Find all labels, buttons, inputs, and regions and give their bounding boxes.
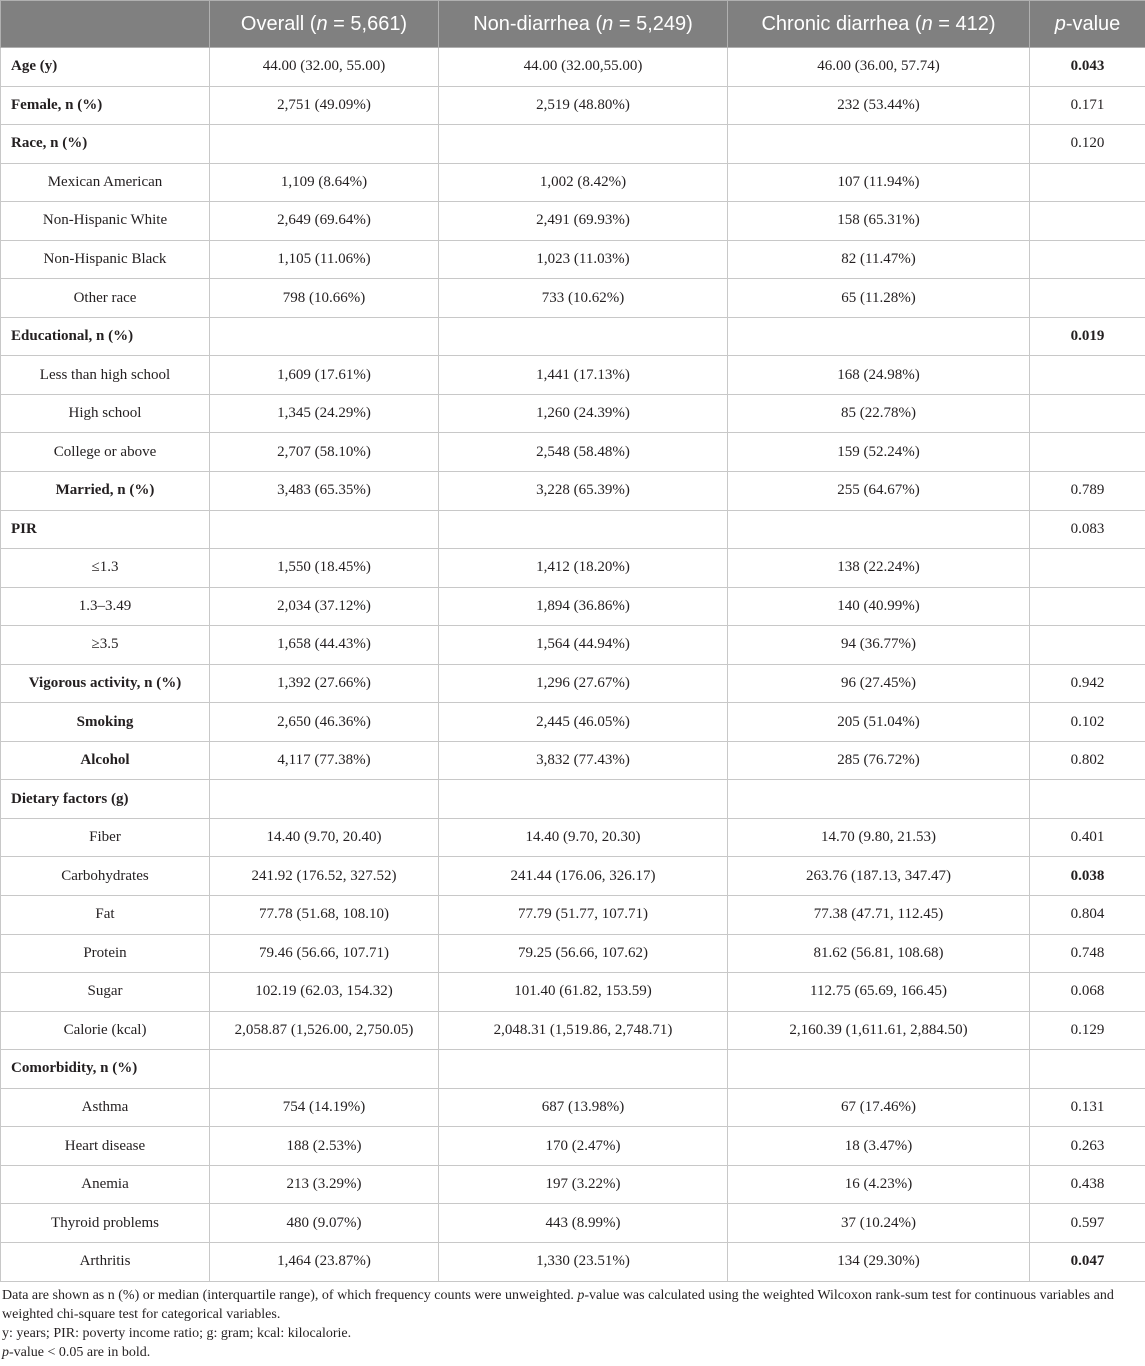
row-label: Fiber	[1, 818, 210, 857]
footnote-abbreviations: y: years; PIR: poverty income ratio; g: gram; kcal: kilocalorie.	[2, 1326, 352, 1341]
table-row	[1, 780, 1145, 819]
cell-non-diarrhea: 1,894 (36.86%)	[439, 587, 728, 626]
cell-overall	[210, 317, 439, 356]
cell-non-diarrhea: 1,260 (24.39%)	[439, 394, 728, 433]
table-row	[1, 1127, 1145, 1166]
cell-chronic-diarrhea: 82 (11.47%)	[728, 240, 1030, 279]
cell-p-value: 0.038	[1030, 857, 1145, 896]
cell-non-diarrhea: 733 (10.62%)	[439, 279, 728, 318]
cell-overall: 2,058.87 (1,526.00, 2,750.05)	[210, 1011, 439, 1050]
table-row	[1, 1242, 1145, 1281]
table-row	[1, 1011, 1145, 1050]
cell-p-value: 0.129	[1030, 1011, 1145, 1050]
table-row	[1, 818, 1145, 857]
table-row	[1, 703, 1145, 742]
cell-overall: 79.46 (56.66, 107.71)	[210, 934, 439, 973]
row-label: Mexican American	[1, 163, 210, 202]
cell-p-value: 0.789	[1030, 472, 1145, 511]
cell-non-diarrhea: 197 (3.22%)	[439, 1165, 728, 1204]
row-label: Thyroid problems	[1, 1204, 210, 1243]
cell-p-value: 0.083	[1030, 510, 1145, 549]
row-label: Anemia	[1, 1165, 210, 1204]
cell-p-value: 0.131	[1030, 1088, 1145, 1127]
cell-chronic-diarrhea: 16 (4.23%)	[728, 1165, 1030, 1204]
cell-chronic-diarrhea: 255 (64.67%)	[728, 472, 1030, 511]
cell-non-diarrhea: 687 (13.98%)	[439, 1088, 728, 1127]
cell-chronic-diarrhea: 134 (29.30%)	[728, 1242, 1030, 1281]
cell-overall: 1,109 (8.64%)	[210, 163, 439, 202]
cell-chronic-diarrhea	[728, 125, 1030, 164]
cell-p-value: 0.597	[1030, 1204, 1145, 1243]
cell-p-value: 0.047	[1030, 1242, 1145, 1281]
table-row	[1, 240, 1145, 279]
cell-p-value: 0.401	[1030, 818, 1145, 857]
cell-p-value	[1030, 549, 1145, 588]
table-row	[1, 626, 1145, 665]
cell-overall: 1,345 (24.29%)	[210, 394, 439, 433]
cell-chronic-diarrhea: 77.38 (47.71, 112.45)	[728, 896, 1030, 935]
cell-non-diarrhea	[439, 510, 728, 549]
cell-overall: 1,105 (11.06%)	[210, 240, 439, 279]
table-row	[1, 472, 1145, 511]
cell-non-diarrhea: 1,296 (27.67%)	[439, 664, 728, 703]
table-row	[1, 664, 1145, 703]
cell-p-value: 0.942	[1030, 664, 1145, 703]
cell-p-value	[1030, 1050, 1145, 1089]
cell-chronic-diarrhea: 37 (10.24%)	[728, 1204, 1030, 1243]
footnote-methods: Data are shown as n (%) or median (interquartile range), of which frequency counts were unweighted. p-value was calculated using the weighted Wilcoxon rank-sum test for continuous variables and weighted chi-square test for categorical variables.	[2, 1288, 1114, 1322]
cell-p-value	[1030, 240, 1145, 279]
cell-overall: 14.40 (9.70, 20.40)	[210, 818, 439, 857]
cell-non-diarrhea: 77.79 (51.77, 107.71)	[439, 896, 728, 935]
cell-non-diarrhea: 1,330 (23.51%)	[439, 1242, 728, 1281]
cell-overall: 44.00 (32.00, 55.00)	[210, 48, 439, 87]
cell-p-value: 0.171	[1030, 86, 1145, 125]
cell-overall: 213 (3.29%)	[210, 1165, 439, 1204]
table-row	[1, 1204, 1145, 1243]
cell-p-value: 0.120	[1030, 125, 1145, 164]
cell-non-diarrhea: 79.25 (56.66, 107.62)	[439, 934, 728, 973]
table-row	[1, 1165, 1145, 1204]
cell-chronic-diarrhea: 94 (36.77%)	[728, 626, 1030, 665]
header-non-diarrhea: Non-diarrhea (n = 5,249)	[439, 1, 728, 48]
cell-overall	[210, 510, 439, 549]
cell-chronic-diarrhea: 158 (65.31%)	[728, 202, 1030, 241]
row-label: 1.3–3.49	[1, 587, 210, 626]
cell-overall: 77.78 (51.68, 108.10)	[210, 896, 439, 935]
cell-chronic-diarrhea: 85 (22.78%)	[728, 394, 1030, 433]
cell-non-diarrhea: 1,441 (17.13%)	[439, 356, 728, 395]
table-row	[1, 549, 1145, 588]
row-label: Educational, n (%)	[1, 317, 210, 356]
cell-non-diarrhea	[439, 780, 728, 819]
cell-p-value: 0.019	[1030, 317, 1145, 356]
cell-p-value	[1030, 202, 1145, 241]
header-blank	[1, 1, 210, 48]
cell-p-value	[1030, 394, 1145, 433]
cell-chronic-diarrhea: 107 (11.94%)	[728, 163, 1030, 202]
cell-non-diarrhea	[439, 1050, 728, 1089]
table-row	[1, 202, 1145, 241]
row-label: Age (y)	[1, 48, 210, 87]
cell-p-value	[1030, 780, 1145, 819]
row-label: ≥3.5	[1, 626, 210, 665]
cell-overall: 3,483 (65.35%)	[210, 472, 439, 511]
row-label: Fat	[1, 896, 210, 935]
cell-chronic-diarrhea: 159 (52.24%)	[728, 433, 1030, 472]
table-row	[1, 125, 1145, 164]
row-label: Non-Hispanic Black	[1, 240, 210, 279]
cell-overall: 1,550 (18.45%)	[210, 549, 439, 588]
table-header-row	[1, 1, 1145, 48]
cell-chronic-diarrhea: 138 (22.24%)	[728, 549, 1030, 588]
cell-chronic-diarrhea: 2,160.39 (1,611.61, 2,884.50)	[728, 1011, 1030, 1050]
row-label: Vigorous activity, n (%)	[1, 664, 210, 703]
cell-p-value: 0.068	[1030, 973, 1145, 1012]
cell-p-value	[1030, 356, 1145, 395]
cell-non-diarrhea: 1,564 (44.94%)	[439, 626, 728, 665]
table-row	[1, 317, 1145, 356]
cell-chronic-diarrhea	[728, 780, 1030, 819]
row-label: Less than high school	[1, 356, 210, 395]
cell-non-diarrhea	[439, 317, 728, 356]
row-label: Carbohydrates	[1, 857, 210, 896]
table-footnotes	[2, 1286, 1140, 1362]
cell-overall: 2,751 (49.09%)	[210, 86, 439, 125]
row-label: Female, n (%)	[1, 86, 210, 125]
row-label: Sugar	[1, 973, 210, 1012]
cell-overall	[210, 780, 439, 819]
cell-non-diarrhea: 3,228 (65.39%)	[439, 472, 728, 511]
cell-non-diarrhea: 170 (2.47%)	[439, 1127, 728, 1166]
cell-non-diarrhea: 2,491 (69.93%)	[439, 202, 728, 241]
cell-chronic-diarrhea: 18 (3.47%)	[728, 1127, 1030, 1166]
cell-overall: 4,117 (77.38%)	[210, 741, 439, 780]
cell-chronic-diarrhea	[728, 510, 1030, 549]
row-label: Married, n (%)	[1, 472, 210, 511]
cell-overall: 188 (2.53%)	[210, 1127, 439, 1166]
cell-overall: 1,609 (17.61%)	[210, 356, 439, 395]
cell-overall: 1,464 (23.87%)	[210, 1242, 439, 1281]
cell-overall	[210, 1050, 439, 1089]
cell-p-value	[1030, 587, 1145, 626]
cell-chronic-diarrhea	[728, 317, 1030, 356]
cell-overall: 754 (14.19%)	[210, 1088, 439, 1127]
header-overall: Overall (n = 5,661)	[210, 1, 439, 48]
cell-p-value	[1030, 279, 1145, 318]
cell-overall: 2,649 (69.64%)	[210, 202, 439, 241]
cell-non-diarrhea: 2,519 (48.80%)	[439, 86, 728, 125]
table-row	[1, 163, 1145, 202]
row-label: Heart disease	[1, 1127, 210, 1166]
cell-chronic-diarrhea: 168 (24.98%)	[728, 356, 1030, 395]
cell-p-value	[1030, 163, 1145, 202]
cell-p-value: 0.438	[1030, 1165, 1145, 1204]
row-label: Comorbidity, n (%)	[1, 1050, 210, 1089]
cell-p-value: 0.102	[1030, 703, 1145, 742]
table-row	[1, 86, 1145, 125]
cell-overall: 2,707 (58.10%)	[210, 433, 439, 472]
cell-chronic-diarrhea: 140 (40.99%)	[728, 587, 1030, 626]
table-row	[1, 896, 1145, 935]
row-label: PIR	[1, 510, 210, 549]
cell-non-diarrhea: 44.00 (32.00,55.00)	[439, 48, 728, 87]
cell-chronic-diarrhea: 96 (27.45%)	[728, 664, 1030, 703]
cell-non-diarrhea	[439, 125, 728, 164]
row-label: Asthma	[1, 1088, 210, 1127]
table-row	[1, 587, 1145, 626]
cell-non-diarrhea: 1,412 (18.20%)	[439, 549, 728, 588]
table-row	[1, 741, 1145, 780]
row-label: Non-Hispanic White	[1, 202, 210, 241]
cell-p-value: 0.043	[1030, 48, 1145, 87]
cell-chronic-diarrhea: 81.62 (56.81, 108.68)	[728, 934, 1030, 973]
cell-overall: 2,034 (37.12%)	[210, 587, 439, 626]
cell-chronic-diarrhea: 263.76 (187.13, 347.47)	[728, 857, 1030, 896]
header-chronic-diarrhea: Chronic diarrhea (n = 412)	[728, 1, 1030, 48]
cell-overall: 480 (9.07%)	[210, 1204, 439, 1243]
row-label: Arthritis	[1, 1242, 210, 1281]
table-row	[1, 1088, 1145, 1127]
cell-overall: 1,392 (27.66%)	[210, 664, 439, 703]
row-label: Dietary factors (g)	[1, 780, 210, 819]
cell-non-diarrhea: 2,548 (58.48%)	[439, 433, 728, 472]
row-label: Other race	[1, 279, 210, 318]
cell-overall: 2,650 (46.36%)	[210, 703, 439, 742]
cell-chronic-diarrhea: 232 (53.44%)	[728, 86, 1030, 125]
cell-chronic-diarrhea: 65 (11.28%)	[728, 279, 1030, 318]
cell-overall: 1,658 (44.43%)	[210, 626, 439, 665]
cell-chronic-diarrhea	[728, 1050, 1030, 1089]
cell-chronic-diarrhea: 205 (51.04%)	[728, 703, 1030, 742]
cell-non-diarrhea: 14.40 (9.70, 20.30)	[439, 818, 728, 857]
row-label: College or above	[1, 433, 210, 472]
table-row	[1, 973, 1145, 1012]
cell-non-diarrhea: 1,023 (11.03%)	[439, 240, 728, 279]
cell-overall: 241.92 (176.52, 327.52)	[210, 857, 439, 896]
cell-overall: 798 (10.66%)	[210, 279, 439, 318]
row-label: Calorie (kcal)	[1, 1011, 210, 1050]
row-label: Race, n (%)	[1, 125, 210, 164]
cell-non-diarrhea: 101.40 (61.82, 153.59)	[439, 973, 728, 1012]
row-label: Alcohol	[1, 741, 210, 780]
cell-p-value	[1030, 433, 1145, 472]
table-row	[1, 48, 1145, 87]
footnote-bold: p-value < 0.05 are in bold.	[2, 1345, 151, 1360]
cell-non-diarrhea: 2,048.31 (1,519.86, 2,748.71)	[439, 1011, 728, 1050]
table-row	[1, 1050, 1145, 1089]
cell-p-value: 0.748	[1030, 934, 1145, 973]
cell-non-diarrhea: 3,832 (77.43%)	[439, 741, 728, 780]
table-row	[1, 510, 1145, 549]
table-row	[1, 857, 1145, 896]
row-label: High school	[1, 394, 210, 433]
table-row	[1, 433, 1145, 472]
cell-chronic-diarrhea: 67 (17.46%)	[728, 1088, 1030, 1127]
cell-non-diarrhea: 443 (8.99%)	[439, 1204, 728, 1243]
cell-p-value: 0.804	[1030, 896, 1145, 935]
table-row	[1, 279, 1145, 318]
cell-p-value: 0.802	[1030, 741, 1145, 780]
table-row	[1, 934, 1145, 973]
row-label: ≤1.3	[1, 549, 210, 588]
cell-overall	[210, 125, 439, 164]
row-label: Smoking	[1, 703, 210, 742]
cell-non-diarrhea: 2,445 (46.05%)	[439, 703, 728, 742]
cell-non-diarrhea: 1,002 (8.42%)	[439, 163, 728, 202]
row-label: Protein	[1, 934, 210, 973]
table-row	[1, 356, 1145, 395]
header-p-value: p-value	[1030, 1, 1145, 48]
cell-overall: 102.19 (62.03, 154.32)	[210, 973, 439, 1012]
cell-chronic-diarrhea: 285 (76.72%)	[728, 741, 1030, 780]
cell-chronic-diarrhea: 112.75 (65.69, 166.45)	[728, 973, 1030, 1012]
cell-non-diarrhea: 241.44 (176.06, 326.17)	[439, 857, 728, 896]
cell-p-value	[1030, 626, 1145, 665]
cell-chronic-diarrhea: 46.00 (36.00, 57.74)	[728, 48, 1030, 87]
cell-chronic-diarrhea: 14.70 (9.80, 21.53)	[728, 818, 1030, 857]
cell-p-value: 0.263	[1030, 1127, 1145, 1166]
table-row	[1, 394, 1145, 433]
